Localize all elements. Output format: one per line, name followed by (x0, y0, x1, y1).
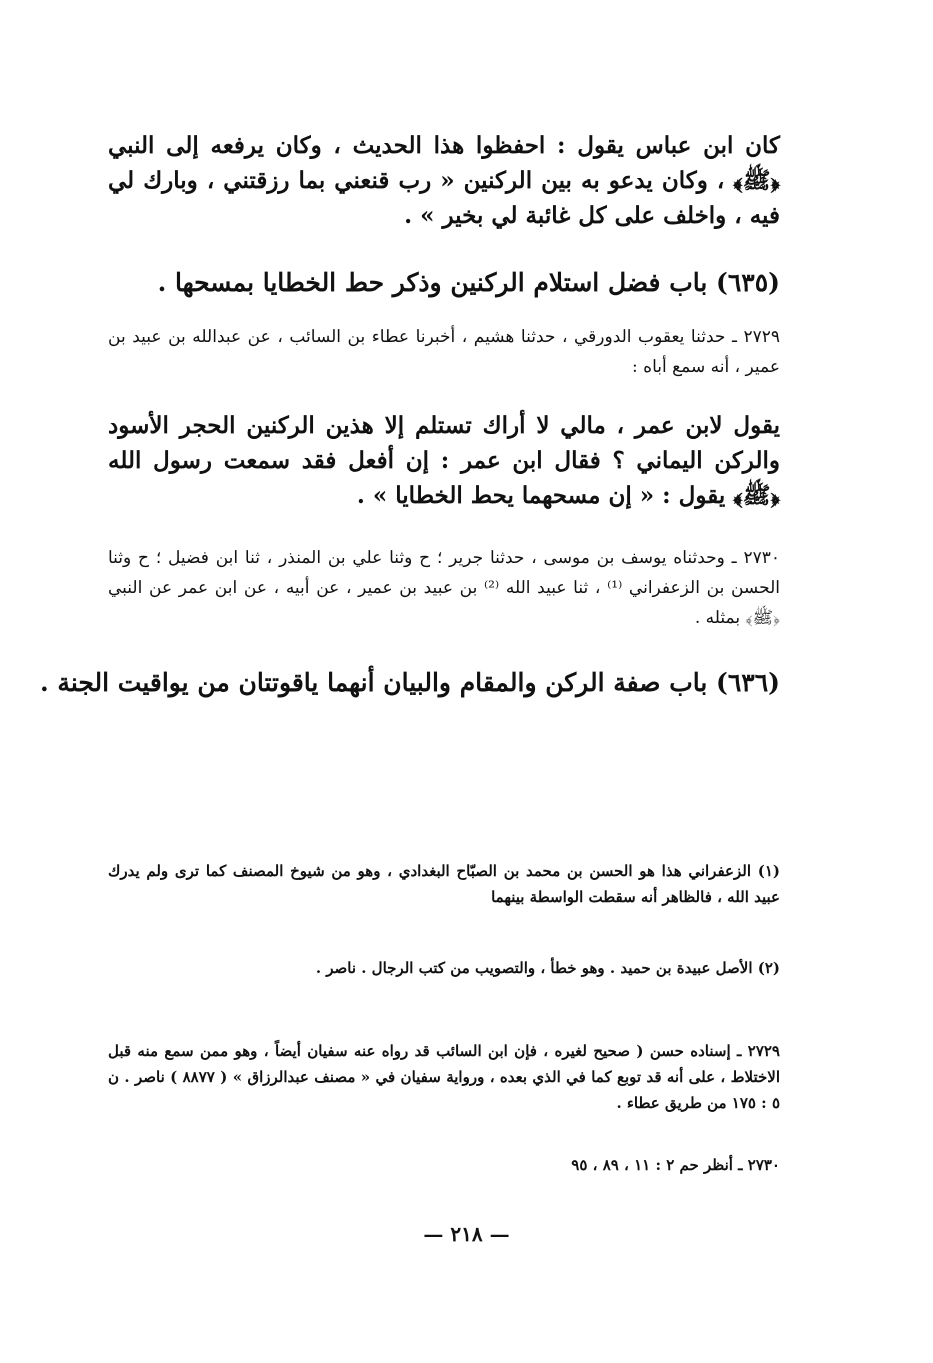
chapter-heading-636: (٦٣٦) باب صفة الركن والمقام والبيان أنهما ياقوتتان من يواقيت الجنة . (40, 668, 780, 697)
footnote-1: (١) الزعفراني هذا هو الحسن بن محمد بن الصبّاح البغدادي ، وهو من شيوخ المصنف كما ترى ولم يدرك عبيد الله ، فالظاهر أنه سقطت الواسطة بينهما (108, 862, 780, 906)
intro-text: كان ابن عباس يقول : احفظوا هذا الحديث ، وكان يرفعه إلى النبي ﴿ﷺ﴾ ، وكان يدعو به بين الركنين « رب قنعني بما رزقتني ، وبارك لي فيه ، واخلف على كل غائبة لي بخير » . (108, 132, 780, 229)
footnote-2730: ٢٧٣٠ ـ أنظر حم ٢ : ١١ ، ٨٩ ، ٩٥ (571, 1156, 780, 1174)
hadith-2730: ٢٧٣٠ ـ وحدثناه يوسف بن موسى ، حدثنا جرير ؛ ح وثنا علي بن المنذر ، ثنا ابن فضيل ؛ ح وثنا الحسن بن الزعفراني ⁽¹⁾ ، ثنا عبيد الله ⁽²⁾ بن عبيد بن عمير ، عن أبيه ، عن ابن عمر عن النبي ﴿ﷺ﴾ بمثله . (108, 548, 780, 628)
hadith-2729-matn: يقول لابن عمر ، مالي لا أراك تستلم إلا هذين الركنين الحجر الأسود والركن اليماني ؟ فقال ابن عمر : إن أفعل فقد سمعت رسول الله ﴿ﷺ﴾ يقول : « إن مسحهما يحط الخطايا » . (108, 412, 780, 509)
page-number: — ٢١٨ — (423, 1222, 510, 1246)
hadith-2729-isnad: ٢٧٢٩ ـ حدثنا يعقوب الدورقي ، حدثنا هشيم ، أخبرنا عطاء بن السائب ، عن عبدالله بن عبيد بن عمير ، أنه سمع أباه : (108, 327, 780, 377)
footnote-2729: ٢٧٢٩ ـ إسناده حسن ( صحيح لغيره ، فإن ابن السائب قد رواه عنه سفيان أيضاً ، وهو ممن سمع منه قبل الاختلاط ، على أنه قد توبع كما في الذي بعده ، ورواية سفيان في « مصنف عبدالرزاق » ( ٨٨٧٧ ) ناصر . ن ٥ : ١٧٥ من طريق عطاء . (108, 1042, 780, 1112)
footnote-2: (٢) الأصل عبيدة بن حميد . وهو خطأ ، والتصويب من كتب الرجال . ناصر . (315, 959, 780, 977)
chapter-heading-635: (٦٣٥) باب فضل استلام الركنين وذكر حط الخطايا بمسحها . (157, 268, 780, 297)
